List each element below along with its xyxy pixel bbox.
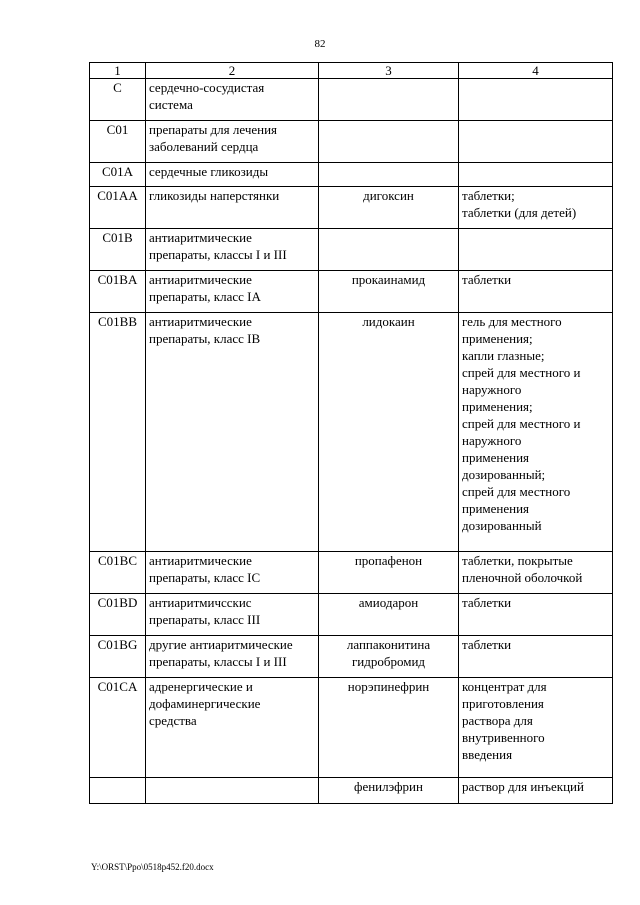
dosage-form-line: гель для местного (462, 314, 562, 329)
group-name-line: адренергические и (149, 679, 253, 694)
dosage-form-line: спрей для местного и (462, 365, 581, 380)
drug-name-cell (319, 163, 459, 187)
dosage-form-line: таблетки (462, 272, 512, 287)
dosage-form-cell (459, 271, 613, 313)
dosage-form-cell (459, 313, 613, 552)
dosage-form-line: таблетки (462, 637, 512, 652)
atc-code-cell: C01B (90, 229, 146, 271)
table-row (90, 229, 613, 271)
group-name-line: гликозиды наперстянки (149, 188, 280, 203)
table-row (90, 187, 613, 229)
header-row (90, 63, 613, 79)
dosage-form-line: наружного (462, 382, 522, 397)
dosage-form-cell (459, 163, 613, 187)
drug-name-cell (319, 271, 459, 313)
dosage-form-cell (459, 79, 613, 121)
column-header: 2 (146, 63, 319, 79)
dosage-form-line: таблетки (462, 595, 512, 610)
table-row (90, 678, 613, 778)
drug-name-cell (319, 313, 459, 552)
group-name-cell (146, 778, 319, 804)
atc-code-cell: C01CA (90, 678, 146, 778)
dosage-form-line: спрей для местного (462, 484, 571, 499)
table-row (90, 163, 613, 187)
dosage-form-line: применения; (462, 399, 533, 414)
drug-name-cell (319, 121, 459, 163)
dosage-form-line: раствора для (462, 713, 533, 728)
atc-code-cell: C01AA (90, 187, 146, 229)
group-name-line: антиаритмические (149, 553, 252, 568)
table-row (90, 121, 613, 163)
group-name-line: препараты, класс III (149, 612, 261, 627)
drug-name-cell (319, 678, 459, 778)
atc-code-cell: C01BB (90, 313, 146, 552)
dosage-form-line: раствор для инъекций (462, 779, 584, 794)
dosage-form-line: капли глазные; (462, 348, 545, 363)
atc-code-cell: C01BD (90, 594, 146, 636)
dosage-form-line: дозированный; (462, 467, 546, 482)
dosage-form-line: таблетки, покрытые (462, 553, 573, 568)
group-name-cell (146, 121, 319, 163)
table-row (90, 313, 613, 552)
group-name-cell (146, 229, 319, 271)
dosage-form-cell (459, 552, 613, 594)
drug-name-cell (319, 552, 459, 594)
dosage-form-line: пленочной оболочкой (462, 570, 583, 585)
column-header: 1 (90, 63, 146, 79)
drug-name-line: гидробромид (351, 654, 426, 669)
drug-name-cell (319, 229, 459, 271)
atc-code-cell: C01BC (90, 552, 146, 594)
group-name-line: антиаритмические (149, 272, 252, 287)
group-name-line: препараты, класс IB (149, 331, 261, 346)
drug-name-line: амиодарон (358, 595, 419, 610)
group-name-line: антиаритмические (149, 314, 252, 329)
dosage-form-cell (459, 778, 613, 804)
group-name-cell (146, 187, 319, 229)
drug-name-line: прокаинамид (351, 272, 426, 287)
group-name-line: препараты для лечения (149, 122, 278, 137)
dosage-form-line: таблетки (для детей) (462, 205, 577, 220)
group-name-cell (146, 552, 319, 594)
group-name-line: препараты, классы I и III (149, 654, 287, 669)
dosage-form-cell (459, 229, 613, 271)
table-row (90, 636, 613, 678)
drug-name-cell (319, 79, 459, 121)
group-name-line: антиаритмичсскис (149, 595, 252, 610)
group-name-cell (146, 636, 319, 678)
drug-name-line: фенилэфрин (354, 779, 423, 794)
atc-code-cell: C01BG (90, 636, 146, 678)
atc-code-cell: C01A (90, 163, 146, 187)
dosage-form-cell (459, 187, 613, 229)
dosage-form-line: наружного (462, 433, 522, 448)
drug-name-cell (319, 187, 459, 229)
dosage-form-line: введения (462, 747, 513, 762)
group-name-line: другие антиаритмические (149, 637, 293, 652)
column-header: 4 (459, 63, 613, 79)
dosage-form-line: концентрат для (462, 679, 547, 694)
group-name-cell (146, 678, 319, 778)
dosage-form-line: таблетки; (462, 188, 515, 203)
file-path-footer: Y:\ORST\Ppo\0518p452.f20.docx (91, 862, 214, 872)
dosage-form-line: дозированный (462, 518, 542, 533)
dosage-form-line: применения (462, 450, 530, 465)
drug-name-line: дигоксин (363, 188, 414, 203)
dosage-form-line: применения; (462, 331, 533, 346)
atc-code-cell: C (90, 79, 146, 121)
drug-name-line: лаппаконитина (346, 637, 431, 652)
table-row (90, 594, 613, 636)
atc-code-cell: C01BA (90, 271, 146, 313)
drug-name-cell (319, 636, 459, 678)
table-row (90, 271, 613, 313)
dosage-form-cell (459, 678, 613, 778)
table-row (90, 778, 613, 804)
dosage-form-cell (459, 636, 613, 678)
group-name-line: сердечные гликозиды (149, 164, 269, 179)
dosage-form-line: спрей для местного и (462, 416, 581, 431)
drug-name-cell (319, 778, 459, 804)
table-row (90, 552, 613, 594)
group-name-cell (146, 271, 319, 313)
atc-code-cell: C01 (90, 121, 146, 163)
drug-classification-table (89, 62, 613, 804)
page-number: 82 (314, 38, 326, 50)
dosage-form-cell (459, 594, 613, 636)
group-name-line: сердечно-сосудистая (149, 80, 265, 95)
group-name-cell (146, 313, 319, 552)
group-name-line: средства (149, 713, 197, 728)
group-name-line: заболеваний сердца (149, 139, 259, 154)
dosage-form-cell (459, 121, 613, 163)
dosage-form-line: приготовления (462, 696, 544, 711)
group-name-cell (146, 163, 319, 187)
column-header: 3 (319, 63, 459, 79)
group-name-line: препараты, класс IC (149, 570, 261, 585)
group-name-line: препараты, класс IA (149, 289, 261, 304)
table-row (90, 79, 613, 121)
atc-code-cell (90, 778, 146, 804)
group-name-line: препараты, классы I и III (149, 247, 287, 262)
group-name-line: система (149, 97, 193, 112)
group-name-line: дофаминергические (149, 696, 261, 711)
drug-name-line: пропафенон (354, 553, 423, 568)
group-name-line: антиаритмические (149, 230, 252, 245)
group-name-cell (146, 79, 319, 121)
drug-name-line: норэпинефрин (347, 679, 430, 694)
dosage-form-line: внутривенного (462, 730, 545, 745)
drug-name-cell (319, 594, 459, 636)
dosage-form-line: применения (462, 501, 530, 516)
group-name-cell (146, 594, 319, 636)
drug-name-line: лидокаин (362, 314, 415, 329)
